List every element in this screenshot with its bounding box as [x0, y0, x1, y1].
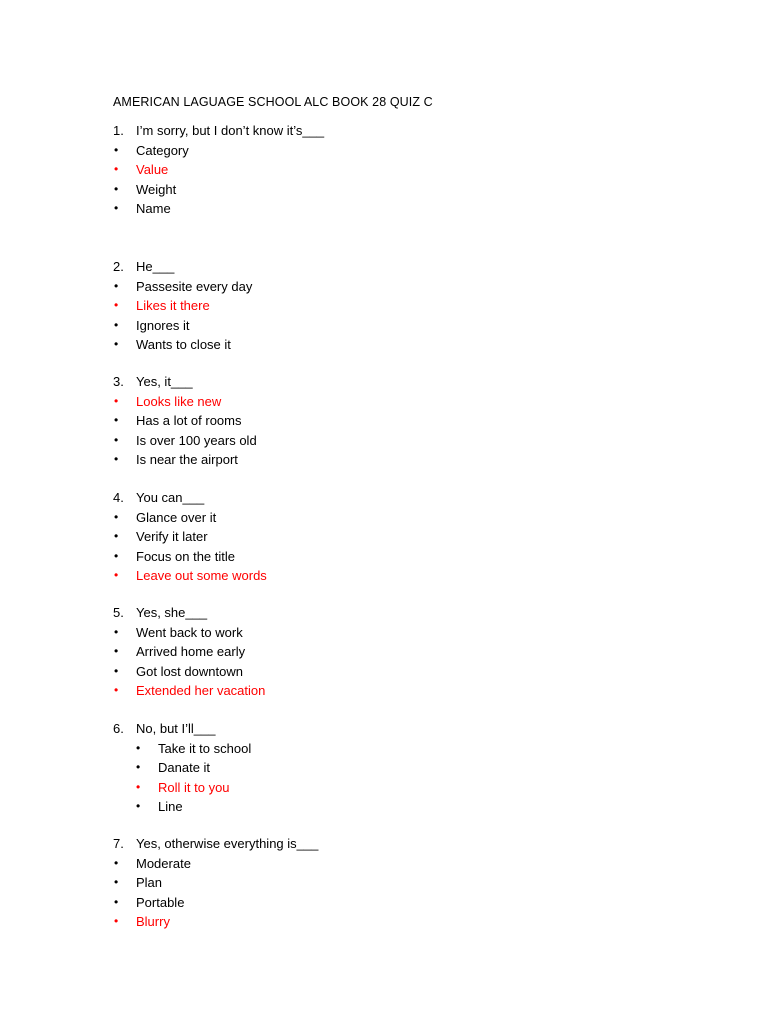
question-number: 1.	[113, 123, 124, 138]
option-6a	[113, 739, 673, 759]
option-text: Category	[136, 142, 189, 158]
question-text: Yes, it___	[136, 374, 193, 389]
option-3b	[113, 411, 673, 431]
option-text: Leave out some words	[136, 568, 267, 584]
option-7d-correct	[113, 912, 673, 932]
option-text: Likes it there	[136, 298, 210, 314]
question-7	[113, 834, 673, 932]
question-3	[113, 372, 673, 470]
option-5b	[113, 642, 673, 662]
question-2	[113, 257, 673, 355]
option-6b	[113, 758, 673, 778]
question-line	[113, 257, 673, 277]
option-text: Blurry	[136, 914, 170, 930]
option-3d	[113, 450, 673, 470]
option-text: Is over 100 years old	[136, 432, 257, 448]
question-line	[113, 488, 673, 508]
option-text: Got lost downtown	[136, 663, 243, 679]
option-text: Danate it	[158, 760, 211, 776]
bullet-icon: •	[114, 914, 119, 929]
option-4d-correct	[113, 566, 673, 586]
bullet-icon: •	[114, 624, 119, 639]
question-line	[113, 834, 673, 854]
bullet-icon: •	[114, 548, 119, 563]
bullet-icon: •	[136, 760, 141, 775]
question-text: He___	[136, 259, 175, 274]
option-2a	[113, 277, 673, 297]
bullet-icon: •	[114, 568, 119, 583]
option-4b	[113, 527, 673, 547]
bullet-icon: •	[114, 162, 119, 177]
question-4	[113, 488, 673, 586]
question-5	[113, 603, 673, 701]
option-text: Ignores it	[136, 317, 190, 333]
option-text: Focus on the title	[136, 548, 235, 564]
bullet-icon: •	[136, 799, 141, 814]
bullet-icon: •	[114, 413, 119, 428]
question-number: 2.	[113, 259, 124, 274]
option-text: Went back to work	[136, 624, 243, 640]
question-line	[113, 719, 673, 739]
option-5a	[113, 623, 673, 643]
option-text: Glance over it	[136, 509, 217, 525]
option-text: Verify it later	[136, 529, 208, 545]
question-number: 6.	[113, 721, 124, 736]
option-2d	[113, 335, 673, 355]
bullet-icon: •	[114, 393, 119, 408]
bullet-icon: •	[136, 740, 141, 755]
question-6	[113, 719, 673, 817]
option-text: Name	[136, 201, 171, 217]
option-text: Value	[136, 162, 169, 178]
option-text: Looks like new	[136, 393, 222, 409]
option-7c	[113, 893, 673, 913]
option-1b-correct	[113, 160, 673, 180]
bullet-icon: •	[114, 181, 119, 196]
bullet-icon: •	[114, 855, 119, 870]
option-text: Is near the airport	[136, 452, 238, 468]
question-number: 7.	[113, 836, 124, 851]
question-text: Yes, she___	[136, 605, 208, 620]
question-line	[113, 603, 673, 623]
bullet-icon: •	[114, 644, 119, 659]
question-1	[113, 121, 673, 219]
question-text: No, but I’ll___	[136, 721, 216, 736]
option-text: Roll it to you	[158, 779, 230, 795]
option-3a-correct	[113, 392, 673, 412]
bullet-icon: •	[114, 452, 119, 467]
question-text: Yes, otherwise everything is___	[136, 836, 319, 851]
bullet-icon: •	[114, 298, 119, 313]
question-line	[113, 372, 673, 392]
option-4c	[113, 547, 673, 567]
bullet-icon: •	[114, 683, 119, 698]
option-5d-correct	[113, 681, 673, 701]
bullet-icon: •	[114, 278, 119, 293]
option-1a	[113, 141, 673, 161]
question-number: 4.	[113, 490, 124, 505]
option-2c	[113, 316, 673, 336]
bullet-icon: •	[114, 894, 119, 909]
option-text: Arrived home early	[136, 644, 246, 660]
document-title: AMERICAN LAGUAGE SCHOOL ALC BOOK 28 QUIZ C	[113, 95, 433, 109]
bullet-icon: •	[114, 663, 119, 678]
option-text: Weight	[136, 181, 177, 197]
bullet-icon: •	[114, 875, 119, 890]
question-number: 5.	[113, 605, 124, 620]
question-text: You can___	[136, 490, 205, 505]
option-6c-correct	[113, 778, 673, 798]
option-text: Portable	[136, 894, 185, 910]
option-7a	[113, 854, 673, 874]
option-text: Take it to school	[158, 740, 252, 756]
bullet-icon: •	[114, 529, 119, 544]
bullet-icon: •	[114, 509, 119, 524]
option-text: Extended her vacation	[136, 683, 266, 699]
question-text: I’m sorry, but I don’t know it’s___	[136, 123, 325, 138]
bullet-icon: •	[114, 337, 119, 352]
bullet-icon: •	[114, 142, 119, 157]
option-text: Has a lot of rooms	[136, 413, 242, 429]
option-7b	[113, 873, 673, 893]
bullet-icon: •	[114, 201, 119, 216]
option-5c	[113, 662, 673, 682]
option-1c	[113, 180, 673, 200]
option-4a	[113, 508, 673, 528]
option-text: Wants to close it	[136, 337, 231, 353]
option-6d	[113, 797, 673, 817]
option-text: Line	[158, 799, 183, 815]
option-text: Passesite every day	[136, 278, 253, 294]
bullet-icon: •	[114, 432, 119, 447]
question-number: 3.	[113, 374, 124, 389]
option-1d	[113, 199, 673, 219]
question-line	[113, 121, 673, 141]
bullet-icon: •	[114, 317, 119, 332]
option-text: Moderate	[136, 855, 191, 871]
option-2b-correct	[113, 296, 673, 316]
option-3c	[113, 431, 673, 451]
bullet-icon: •	[136, 779, 141, 794]
option-text: Plan	[136, 875, 163, 891]
